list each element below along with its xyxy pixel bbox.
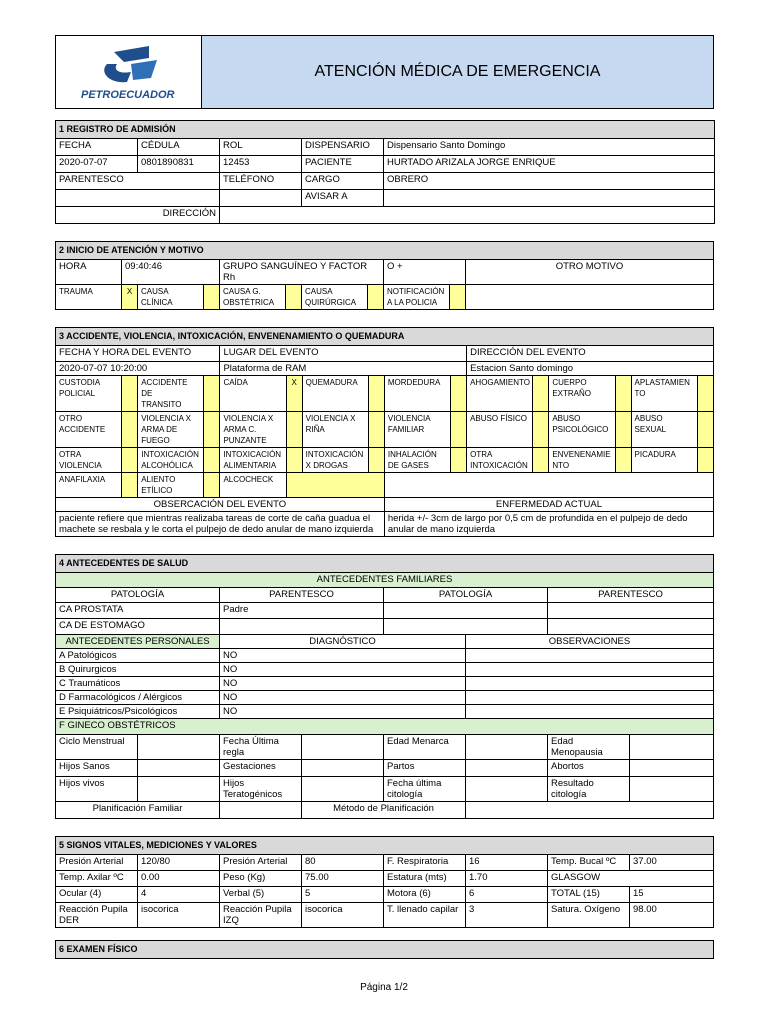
event-option: CUSTODIA POLICIAL: [56, 376, 122, 412]
personal-history-diagnosis: NO: [220, 677, 466, 691]
label-direccion: DIRECCIÓN: [56, 207, 220, 224]
gyn-value: [630, 735, 714, 760]
label-enfermedad-actual: ENFERMEDAD ACTUAL: [384, 498, 713, 512]
label-gineco-obstetricos: F GINECO OBSTÉTRICOS: [56, 719, 714, 735]
label-direccion-evento: DIRECCIÓN DEL EVENTO: [467, 346, 714, 362]
gyn-label: Fecha Última regla: [220, 735, 302, 760]
gyn-value: [302, 735, 384, 760]
event-option: INTOXICACIÓN X DROGAS: [302, 448, 368, 473]
event-type-row-2: [56, 412, 714, 448]
section-admission: [55, 120, 715, 224]
petroecuador-logo: [56, 36, 202, 108]
event-check[interactable]: [533, 376, 549, 412]
label-avisar: AVISAR A: [302, 190, 384, 207]
label-fecha: FECHA: [56, 139, 138, 156]
gyn-label: Hijos Teratogénicos: [220, 777, 302, 802]
event-type-row-1: [56, 376, 714, 412]
label-telefono: TELÉFONO: [220, 173, 302, 190]
vital-value: 5: [302, 887, 384, 903]
label-causa-quirurgica: CAUSA QUIRÚRGICA: [302, 285, 368, 310]
event-check[interactable]: [286, 448, 302, 473]
value-metodo-planificacion: [466, 802, 714, 819]
value-hora: 09:40:46: [122, 260, 220, 285]
label-metodo-planificacion: Método de Planificación: [302, 802, 466, 819]
personal-history-observation: [466, 705, 714, 719]
label-planificacion-familiar: Planificación Familiar: [56, 802, 220, 819]
vital-value: 3: [466, 903, 548, 928]
personal-history-observation: [466, 663, 714, 677]
label-causa-clinica: CAUSA CLÍNICA: [138, 285, 204, 310]
family-relation: [548, 619, 714, 635]
vital-label: TOTAL (15): [548, 887, 630, 903]
label-observacion-evento: OBSERCACIÓN DEL EVENTO: [56, 498, 385, 512]
svg-text:PETROECUADOR: PETROECUADOR: [80, 89, 175, 101]
event-empty: [384, 473, 713, 498]
section-vital-signs: [55, 836, 714, 928]
event-option: OTRO ACCIDENTE: [56, 412, 122, 448]
vital-label: Presión Arterial: [220, 855, 302, 871]
gyn-value: [466, 760, 548, 777]
value-cedula: 0801890831: [138, 156, 220, 173]
vital-value: isocorica: [138, 903, 220, 928]
value-avisar: [384, 190, 715, 207]
event-option: OTRA VIOLENCIA: [56, 448, 122, 473]
vital-label-glasgow: GLASGOW: [548, 871, 714, 887]
event-option: VIOLENCIA FAMILIAR: [384, 412, 450, 448]
event-option: INHALACIÓN DE GASES: [384, 448, 450, 473]
check-causa-clinica[interactable]: [204, 285, 220, 310]
family-pathology: CA DE ESTOMAGO: [56, 619, 220, 635]
gyn-value: [466, 777, 548, 802]
vital-value: 1.70: [466, 871, 548, 887]
gyn-value: [630, 777, 714, 802]
vital-value: isocorica: [302, 903, 384, 928]
vital-value: 4: [138, 887, 220, 903]
value-fecha-hora-evento: 2020-07-07 10:20:00: [56, 362, 220, 376]
check-causa-obstetrica[interactable]: [286, 285, 302, 310]
personal-history-label: A Patológicos: [56, 649, 220, 663]
event-option: ABUSO SEXUAL: [631, 412, 697, 448]
page-title: ATENCIÓN MÉDICA DE EMERGENCIA: [202, 36, 713, 108]
vital-label: T. llenado capilar: [384, 903, 466, 928]
vital-label: Temp. Bucal ºC: [548, 855, 630, 871]
event-option: ALIENTO ETÍLICO: [138, 473, 204, 498]
vital-value: 16: [466, 855, 548, 871]
label-trauma: TRAUMA: [56, 285, 122, 310]
check-trauma[interactable]: X: [122, 285, 138, 310]
label-antecedentes-familiares: ANTECEDENTES FAMILIARES: [56, 573, 714, 588]
label-cedula: CÉDULA: [138, 139, 220, 156]
vital-value: 15: [630, 887, 714, 903]
label-hora: HORA: [56, 260, 122, 285]
personal-history-label: D Farmacológicos / Alérgicos: [56, 691, 220, 705]
vital-value: 6: [466, 887, 548, 903]
vital-label: F. Respiratoria: [384, 855, 466, 871]
section-title: 4 ANTECEDENTES DE SALUD: [56, 555, 714, 573]
event-check[interactable]: [204, 473, 220, 498]
value-paciente: HURTADO ARIZALA JORGE ENRIQUE: [384, 156, 715, 173]
vital-label: Verbal (5): [220, 887, 302, 903]
vital-label: Motora (6): [384, 887, 466, 903]
event-check[interactable]: [368, 376, 384, 412]
family-relation: Padre: [220, 603, 384, 619]
value-lugar-evento: Plataforma de RAM: [220, 362, 467, 376]
event-check[interactable]: [697, 376, 713, 412]
value-direccion: [220, 207, 715, 224]
personal-history-diagnosis: NO: [220, 691, 466, 705]
event-check[interactable]: [122, 412, 138, 448]
gyn-value: [138, 735, 220, 760]
event-option: ABUSO FÍSICO: [467, 412, 533, 448]
event-option: ANAFILAXIA: [56, 473, 122, 498]
event-check[interactable]: [697, 448, 713, 473]
gyn-value: [466, 735, 548, 760]
check-causa-quirurgica[interactable]: [368, 285, 384, 310]
family-pathology: CA PROSTATA: [56, 603, 220, 619]
family-pathology: [384, 603, 548, 619]
value-enfermedad-actual: herida +/- 3cm de largo por 0,5 cm de profundida en el pulpejo de dedo anular de mano izquierda: [384, 512, 713, 537]
gyn-label: Fecha última citología: [384, 777, 466, 802]
form-header: [55, 35, 714, 109]
section-accident: [55, 327, 714, 537]
event-check[interactable]: [451, 376, 467, 412]
personal-history-diagnosis: NO: [220, 705, 466, 719]
personal-history-label: C Traumáticos: [56, 677, 220, 691]
section-title: 5 SIGNOS VITALES, MEDICIONES Y VALORES: [56, 837, 714, 855]
gyn-label: Partos: [384, 760, 466, 777]
event-check[interactable]: [615, 412, 631, 448]
event-check[interactable]: [615, 376, 631, 412]
label-otro-motivo: OTRO MOTIVO: [466, 260, 714, 285]
personal-history-observation: [466, 691, 714, 705]
section-title: 1 REGISTRO DE ADMISIÓN: [56, 121, 715, 139]
vital-label: Peso (Kg): [220, 871, 302, 887]
event-check[interactable]: [697, 412, 713, 448]
value-fecha: 2020-07-07: [56, 156, 138, 173]
vital-value: 37.00: [630, 855, 714, 871]
event-check[interactable]: [122, 376, 138, 412]
section-title: 6 EXAMEN FÍSICO: [56, 941, 714, 959]
event-option: CAÍDA: [220, 376, 286, 412]
event-check[interactable]: [122, 448, 138, 473]
event-option: MORDEDURA: [384, 376, 450, 412]
value-direccion-evento: Estacion Santo domingo: [467, 362, 714, 376]
label-dispensario: DISPENSARIO: [302, 139, 384, 156]
vital-label: Reacción Pupila DER: [56, 903, 138, 928]
event-check[interactable]: [122, 473, 138, 498]
gyn-value: [302, 777, 384, 802]
label-diagnostico: DIAGNÓSTICO: [220, 635, 466, 649]
label-causa-obstetrica: CAUSA G. OBSTÉTRICA: [220, 285, 286, 310]
event-option: VIOLENCIA X RIÑA: [302, 412, 368, 448]
gyn-label: Abortos: [548, 760, 630, 777]
gyn-value: [138, 777, 220, 802]
gyn-label: Ciclo Menstrual: [56, 735, 138, 760]
event-option: INTOXICACIÓN ALCOHÓLICA: [138, 448, 204, 473]
vital-label: Reacción Pupila IZQ: [220, 903, 302, 928]
event-option: ACCIDENTE DE TRANSITO: [138, 376, 204, 412]
value-planificacion-familiar: [220, 802, 302, 819]
event-option: INTOXICACIÓN ALIMENTARIA: [220, 448, 286, 473]
value-alcocheck[interactable]: [286, 473, 384, 498]
label-lugar-evento: LUGAR DEL EVENTO: [220, 346, 467, 362]
event-option: APLASTAMIEN TO: [631, 376, 697, 412]
event-check[interactable]: [204, 376, 220, 412]
personal-history-observation: [466, 649, 714, 663]
vital-label: Ocular (4): [56, 887, 138, 903]
section-physical-exam: [55, 940, 714, 959]
gyn-value: [302, 760, 384, 777]
personal-history-observation: [466, 677, 714, 691]
label-cargo: CARGO: [302, 173, 384, 190]
event-check[interactable]: [368, 448, 384, 473]
value-otro-motivo: [466, 285, 714, 310]
personal-history-diagnosis: NO: [220, 649, 466, 663]
event-option: ABUSO PSICOLÓGICO: [549, 412, 615, 448]
event-option: AHOGAMIENTO: [467, 376, 533, 412]
label-rol: ROL: [220, 139, 302, 156]
event-check[interactable]: [204, 412, 220, 448]
vital-value: 120/80: [138, 855, 220, 871]
vital-value: 98.00: [630, 903, 714, 928]
event-type-row-4: [56, 473, 714, 498]
personal-history-label: E Psiquiátricos/Psicológicos: [56, 705, 220, 719]
label-notificacion: NOTIFICACIÓN A LA POLICIA: [384, 285, 450, 310]
vital-value: 75.00: [302, 871, 384, 887]
family-pathology: [384, 619, 548, 635]
value-observacion-evento: paciente refiere que mientras realizaba tareas de corte de caña guadua el machete se resbala y le corta el pulpejo de dedo anular de mano izquierda: [56, 512, 385, 537]
section-title: 2 INICIO DE ATENCIÓN Y MOTIVO: [56, 242, 714, 260]
event-option: CUERPO EXTRAÑO: [549, 376, 615, 412]
event-check[interactable]: [615, 448, 631, 473]
personal-history-diagnosis: NO: [220, 663, 466, 677]
event-check[interactable]: [451, 448, 467, 473]
section-health-history: [55, 554, 714, 819]
event-check[interactable]: [533, 448, 549, 473]
vital-label: Satura. Oxígeno: [548, 903, 630, 928]
vital-label: Estatura (mts): [384, 871, 466, 887]
event-option: PICADURA: [631, 448, 697, 473]
gyn-value: [138, 760, 220, 777]
event-check[interactable]: [204, 448, 220, 473]
value-dispensario: Dispensario Santo Domingo: [384, 139, 715, 156]
event-check[interactable]: [368, 412, 384, 448]
vital-label: Temp. Axilar ºC: [56, 871, 138, 887]
value-cargo: OBRERO: [384, 173, 715, 190]
value-parentesco: [56, 190, 220, 207]
gyn-label: Gestaciones: [220, 760, 302, 777]
vital-value: 0.00: [138, 871, 220, 887]
event-option: OTRA INTOXICACIÓN: [467, 448, 533, 473]
event-check[interactable]: [533, 412, 549, 448]
gyn-label: Hijos Sanos: [56, 760, 138, 777]
vital-label: Presión Arterial: [56, 855, 138, 871]
label-parentesco: PARENTESCO: [220, 588, 384, 603]
form-page: [55, 35, 714, 959]
event-option: VIOLENCIA X ARMA DE FUEGO: [138, 412, 204, 448]
label-observaciones: OBSERVACIONES: [466, 635, 714, 649]
gyn-label: Hijos vivos: [56, 777, 138, 802]
event-option: ALCOCHECK: [220, 473, 286, 498]
section-title: 3 ACCIDENTE, VIOLENCIA, INTOXICACIÓN, ENVENENAMIENTO O QUEMADURA: [56, 328, 714, 346]
value-telefono: [220, 190, 302, 207]
section-attention-start: [55, 241, 714, 310]
check-notificacion[interactable]: [450, 285, 466, 310]
label-paciente: PACIENTE: [302, 156, 384, 173]
label-patologia: PATOLOGÍA: [384, 588, 548, 603]
family-relation: [220, 619, 384, 635]
label-grupo-sanguineo: GRUPO SANGUÍNEO Y FACTOR Rh: [220, 260, 384, 285]
gyn-label: Edad Menarca: [384, 735, 466, 760]
gyn-label: Resultado citología: [548, 777, 630, 802]
personal-history-label: B Quirurgicos: [56, 663, 220, 677]
vital-value: 80: [302, 855, 384, 871]
page-number: Página 1/2: [360, 982, 408, 993]
event-option: ENVENENAMIE NTO: [549, 448, 615, 473]
family-relation: [548, 603, 714, 619]
event-option: QUEMADURA: [302, 376, 368, 412]
value-rol: 12453: [220, 156, 302, 173]
gyn-value: [630, 760, 714, 777]
event-option: VIOLENCIA X ARMA C. PUNZANTE: [220, 412, 286, 448]
label-parentesco: PARENTESCO: [548, 588, 714, 603]
label-fecha-hora-evento: FECHA Y HORA DEL EVENTO: [56, 346, 220, 362]
event-check-caida[interactable]: X: [286, 376, 302, 412]
value-grupo-sanguineo: O +: [384, 260, 466, 285]
label-antecedentes-personales: ANTECEDENTES PERSONALES: [56, 635, 220, 649]
event-type-row-3: [56, 448, 714, 473]
label-patologia: PATOLOGÍA: [56, 588, 220, 603]
gyn-label: Edad Menopausia: [548, 735, 630, 760]
label-parentesco: PARENTESCO: [56, 173, 220, 190]
event-check[interactable]: [286, 412, 302, 448]
event-check[interactable]: [451, 412, 467, 448]
